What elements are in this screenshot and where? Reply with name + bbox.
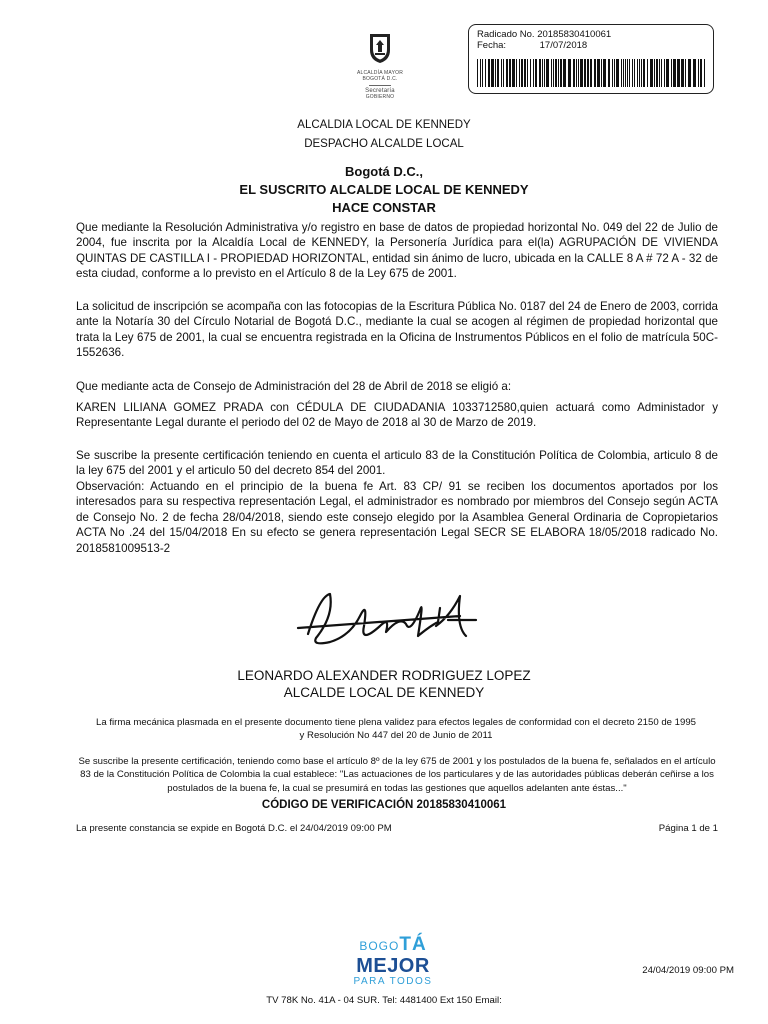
- radicado-date-row: [477, 40, 705, 51]
- crest-line-4: GOBIERNO: [365, 94, 395, 100]
- crest-line-2: BOGOTÁ D.C.: [362, 76, 398, 82]
- barcode-bar: [681, 59, 684, 87]
- barcode-bar: [608, 59, 610, 87]
- bogota-mejor-para-todos-logo: [338, 934, 448, 994]
- barcode-bar: [594, 59, 596, 87]
- barcode-bar: [685, 59, 686, 87]
- crest-line-1: ALCALDÍA MAYOR: [356, 70, 404, 76]
- barcode-bar: [551, 59, 552, 87]
- barcode-bar: [632, 59, 633, 87]
- barcode-bar: [480, 59, 481, 87]
- radicado-number-row: [477, 29, 705, 40]
- radicado-number: 20185830410061: [537, 29, 612, 40]
- barcode-bar: [578, 59, 579, 87]
- barcode-bar: [584, 59, 586, 87]
- verification-code: CÓDIGO DE VERIFICACIÓN 20185830410061: [261, 799, 507, 811]
- barcode-bar: [677, 59, 680, 87]
- paragraph-observacion: Observación: Actuando en el principio de la buena fe Art. 83 CP/ 91 se reciben los documentos aportados por los interesados para su respectiva representación Legal, el administrador es nombrado por miembros del Consejo según ACTA de Consejo No. 2 de fecha 28/04/2018, siendo este consejo elegido por la Asamblea General Ordinaria de Copropietarios ACTA No .24 del 15/04/2018 En su efecto se genera representación Legal SECR SE ELABORA 18/05/2018 radicado No. 2018581009513-2: [76, 480, 718, 555]
- barcode-bar: [656, 59, 658, 87]
- barcode-bar: [573, 59, 575, 87]
- barcode-bar: [616, 59, 619, 87]
- barcode-bar: [516, 59, 517, 87]
- radicado-box: [468, 24, 714, 94]
- paragraph-certificacion: Se suscribe la presente certificación teniendo en cuenta el articulo 83 de la Constitución Política de Colombia, articulo 8 de la ley 675 del 2001 y el articulo 50 del decreto 854 del 2001.: [76, 449, 718, 478]
- bogota-crest: [350, 32, 410, 132]
- header-subscriber: EL SUSCRITO ALCALDE LOCAL DE KENNEDY: [239, 182, 529, 197]
- barcode-bar: [563, 59, 566, 87]
- barcode-bar: [637, 59, 638, 87]
- barcode-bar: [661, 59, 662, 87]
- barcode-bar: [693, 59, 696, 87]
- barcode-bar: [530, 59, 531, 87]
- barcode-bar: [698, 59, 699, 87]
- barcode-bar: [664, 59, 665, 87]
- barcode-bar: [560, 59, 562, 87]
- header-city: Bogotá D.C.,: [345, 164, 423, 179]
- paragraph-solicitud: La solicitud de inscripción se acompaña con las fotocopias de la Escritura Pública No. 0187 del 24 de Enero de 2003, corrida ante la Notaría 30 del Círculo Notarial de Bogotá D.C., mediante la cual se acogen al régimen de propiedad horizontal que trata la Ley 675 de 2001, la cual se encuentra registrada en la Oficina de Instrumentos Públicos en el folio de matrícula 50C-1552636.: [76, 300, 718, 360]
- paragraph-resolution: Que mediante la Resolución Administrativa y/o registro en base de datos de propiedad horizontal No. 049 del 22 de Julio de 2004, fue inscrita por la Alcaldía Local de KENNEDY, la Personería Jurídica para el(la) AGRUPACIÓN DE VIVIENDA QUINTAS DE CASTILLA I - PROPIEDAD HORIZONTAL, entidad sin ánimo de lucro, ubicada en la CALLE 8 A # 72 A - 32 de esta ciudad, conforme a lo previsto en el Artículo 8 de la Ley 675 de 2001.: [76, 221, 718, 281]
- barcode-bar: [688, 59, 691, 87]
- barcode-bar: [553, 59, 554, 87]
- barcode-bar: [495, 59, 496, 87]
- barcode-bar: [587, 59, 589, 87]
- radicado-date: 17/07/2018: [539, 40, 588, 51]
- coat-of-arms-icon: [367, 32, 393, 64]
- barcode-bar: [477, 59, 478, 87]
- barcode-bar: [634, 59, 635, 87]
- barcode-bar: [671, 59, 672, 87]
- barcode-bar: [539, 59, 541, 87]
- barcode-bar: [673, 59, 676, 87]
- logo-ta: TÁ: [399, 934, 427, 955]
- handwritten-signature: [290, 586, 490, 656]
- issued-statement: La presente constancia se expide en Bogotá D.C. el 24/04/2019 09:00 PM: [76, 823, 392, 834]
- page-number: Página 1 de 1: [658, 823, 718, 834]
- header-despacho: DESPACHO ALCALDE LOCAL: [304, 138, 464, 150]
- barcode-bar: [509, 59, 511, 87]
- barcode-bar: [527, 59, 528, 87]
- barcode-bar: [623, 59, 624, 87]
- barcode-bar: [614, 59, 615, 87]
- logo-para-todos: PARA TODOS: [353, 976, 433, 987]
- signer-title: ALCALDE LOCAL DE KENNEDY: [283, 685, 485, 700]
- barcode-bar: [700, 59, 702, 87]
- paragraph-acta: Que mediante acta de Consejo de Administración del 28 de Abril de 2018 se eligió a:: [76, 380, 512, 393]
- barcode-bar: [576, 59, 577, 87]
- barcode-bar: [650, 59, 653, 87]
- crest-divider: [369, 85, 391, 86]
- barcode-bar: [491, 59, 494, 87]
- barcode-bar: [629, 59, 630, 87]
- barcode-bar: [558, 59, 559, 87]
- footer-address: TV 78K No. 41A - 04 SUR. Tel: 4481400 Ext 150 Email:: [266, 995, 502, 1006]
- barcode-bar: [555, 59, 557, 87]
- logo-bogo: BOGO: [359, 939, 400, 953]
- barcode-bar: [704, 59, 705, 87]
- header-hace-constar: HACE CONSTAR: [332, 200, 436, 215]
- barcode-bar: [524, 59, 526, 87]
- barcode-bar: [641, 59, 642, 87]
- barcode-bar: [497, 59, 499, 87]
- barcode-bar: [535, 59, 537, 87]
- barcode-bar: [580, 59, 583, 87]
- barcode-bar: [666, 59, 669, 87]
- barcode-bar: [546, 59, 549, 87]
- barcode-bar: [542, 59, 543, 87]
- barcode-bar: [659, 59, 660, 87]
- logo-bogota-text: [338, 934, 448, 956]
- signer-name: LEONARDO ALEXANDER RODRIGUEZ LOPEZ: [237, 668, 531, 683]
- barcode-bar: [625, 59, 626, 87]
- barcode-bar: [603, 59, 606, 87]
- barcode-bar: [654, 59, 655, 87]
- radicado-date-label: Fecha:: [477, 40, 507, 51]
- note-legal-basis: Se suscribe la presente certificación, teniendo como base el artículo 8º de la ley 675 de 2001 y los postulados de la buena fe, señalados en el artículo 83 de la Constitución Política de Colombia la cual establece: "Las actuaciones de los particulares y de las autoridades públicas deberán ceñirse a los postulados de la buena fe, la cual se presumirá en todas las gestiones que aquellos adelanten ante éstas...": [78, 756, 716, 794]
- barcode-bar: [506, 59, 508, 87]
- barcode-bar: [568, 59, 571, 87]
- barcode-bar: [501, 59, 502, 87]
- barcode: [477, 59, 705, 87]
- barcode-bar: [643, 59, 645, 87]
- barcode-bar: [519, 59, 520, 87]
- crest-line-3: Secretaría: [365, 88, 395, 94]
- barcode-bar: [485, 59, 486, 87]
- radicado-number-label: Radicado No.: [477, 29, 535, 40]
- paragraph-administrador: KAREN LILIANA GOMEZ PRADA con CÉDULA DE CIUDADANIA 1033712580,quien actuará como Administador y Representante Legal durante el periodo del 02 de Mayo de 2018 al 30 de Marzo de 2019.: [76, 401, 718, 430]
- barcode-bar: [627, 59, 628, 87]
- barcode-bar: [647, 59, 648, 87]
- footer-timestamp: 24/04/2019 09:00 PM: [642, 965, 734, 976]
- barcode-bar: [597, 59, 600, 87]
- barcode-bar: [482, 59, 483, 87]
- barcode-bar: [544, 59, 545, 87]
- barcode-bar: [612, 59, 613, 87]
- barcode-bar: [601, 59, 602, 87]
- barcode-bar: [621, 59, 622, 87]
- barcode-bar: [590, 59, 592, 87]
- logo-mejor: MEJOR: [356, 955, 430, 977]
- barcode-bar: [639, 59, 640, 87]
- header-alcaldia: ALCALDIA LOCAL DE KENNEDY: [297, 119, 471, 131]
- barcode-bar: [533, 59, 534, 87]
- barcode-bar: [488, 59, 490, 87]
- barcode-bar: [521, 59, 523, 87]
- barcode-bar: [512, 59, 515, 87]
- barcode-bar: [503, 59, 504, 87]
- note-mechanical-signature: La firma mecánica plasmada en el presente documento tiene plena validez para efectos legales de conformidad con el decreto 2150 de 1995 y Resolución No 447 del 20 de Junio de 2011: [96, 717, 696, 742]
